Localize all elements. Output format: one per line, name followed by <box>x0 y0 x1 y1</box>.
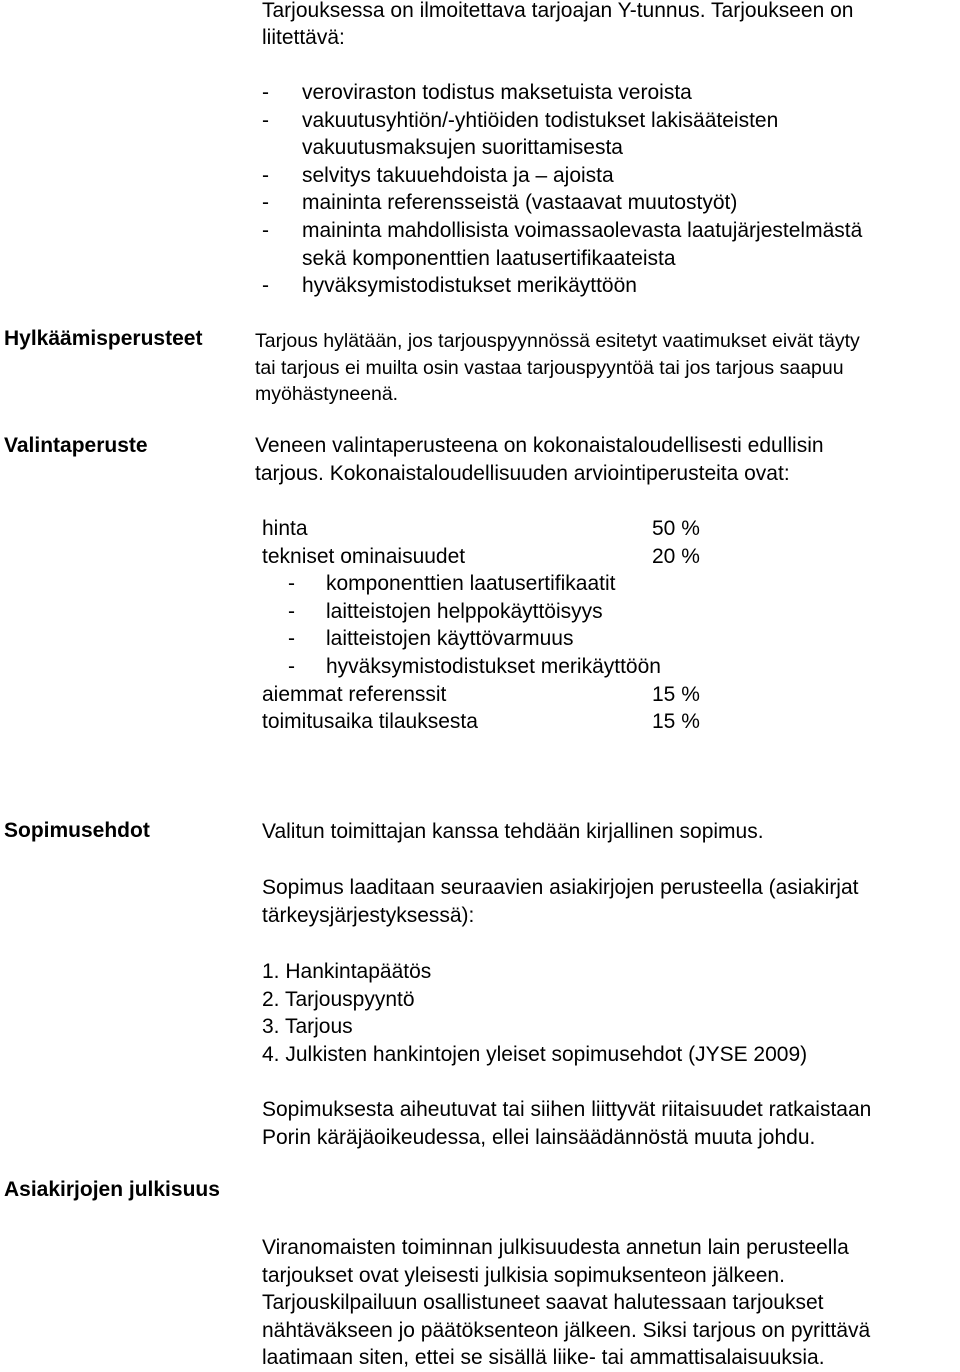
contract-basis <box>262 874 859 929</box>
rejection-line: myöhästyneenä. <box>255 383 399 405</box>
selection-text <box>255 432 824 487</box>
attachment-item: - veroviraston todistus maksetuista veroista <box>262 81 692 104</box>
criteria-label: tekniset ominaisuudet <box>262 544 466 568</box>
criteria-row <box>262 543 722 571</box>
rejection-line: tai tarjous ei muilta osin vastaa tarjouspyyntöä tai jos tarjous saapuu <box>255 356 844 379</box>
criteria-weight: 20 % <box>652 544 700 568</box>
publicity-line: tarjoukset ovat yleisesti julkisia sopimuksenteon jälkeen. <box>262 1263 785 1287</box>
publicity-line: laatimaan siten, ettei se sisällä liike- tai ammattisalaisuuksia. <box>262 1346 825 1370</box>
sub-criteria-label: hyväksymistodistukset merikäyttöön <box>326 654 661 678</box>
contract-document-item: 3. Tarjous <box>262 1015 353 1039</box>
attachment-item-continued: vakuutusmaksujen suorittamisesta <box>302 136 623 160</box>
rejection-line: Tarjous hylätään, jos tarjouspyynnössä esitetyt vaatimukset eivät täyty <box>255 330 860 352</box>
criteria-weight: 15 % <box>652 710 700 734</box>
sub-criteria-row: - laitteistojen käyttövarmuus <box>288 627 574 651</box>
publicity-line: nähtäväkseen jo päätöksenteon jälkeen. Siksi tarjous on pyrittävä <box>262 1318 871 1342</box>
criteria-weight: 50 % <box>652 517 700 540</box>
contract-basis-line: Sopimus laaditaan seuraavien asiakirjojen perusteella (asiakirjat <box>262 876 859 899</box>
sub-criteria-row: - komponenttien laatusertifikaatit <box>288 572 616 596</box>
attachment-item-continued: sekä komponenttien laatusertifikaateista <box>302 246 676 270</box>
contract-document-item: 1. Hankintapäätös <box>262 960 432 983</box>
sub-criteria-row: - laitteistojen helppokäyttöisyys <box>288 599 603 623</box>
contract-document-item: 4. Julkisten hankintojen yleiset sopimusehdot (JYSE 2009) <box>262 1042 808 1066</box>
attachment-item: - vakuutusyhtiön/-yhtiöiden todistukset lakisääteisten <box>262 108 779 132</box>
contract-dispute <box>262 1096 871 1151</box>
selection-line: tarjous. Kokonaistaloudellisuuden arviointiperusteita ovat: <box>255 461 790 485</box>
publicity-line: Viranomaisten toiminnan julkisuudesta annetun lain perusteella <box>262 1236 849 1259</box>
criteria-row <box>262 708 722 736</box>
contract-basis-line: tärkeysjärjestyksessä): <box>262 903 475 927</box>
criteria-row <box>262 681 722 709</box>
rejection-text <box>255 328 860 408</box>
rejection-heading: Hylkäämisperusteet <box>4 327 203 350</box>
criteria-table <box>262 515 722 736</box>
publicity-line: Tarjouskilpailuun osallistuneet saavat halutessaan tarjoukset <box>262 1291 824 1315</box>
selection-heading: Valintaperuste <box>4 434 148 457</box>
sub-criteria-label: laitteistojen käyttövarmuus <box>326 627 574 651</box>
criteria-label: toimitusaika tilauksesta <box>262 710 478 734</box>
intro-line-1: Tarjouksessa on ilmoitettava tarjoajan Y-tunnus. Tarjoukseen on <box>262 0 854 22</box>
publicity-heading: Asiakirjojen julkisuus <box>4 1178 220 1201</box>
contract-line-1: Valitun toimittajan kanssa tehdään kirjallinen sopimus. <box>262 820 764 843</box>
attachment-item: - maininta referensseistä (vastaavat muutostyöt) <box>262 191 738 215</box>
criteria-label: hinta <box>262 517 308 540</box>
contract-document-item: 2. Tarjouspyyntö <box>262 987 415 1011</box>
attachment-item: - maininta mahdollisista voimassaolevasta laatujärjestelmästä <box>262 218 863 242</box>
contract-document-list <box>262 958 807 1068</box>
attachment-item: - selvitys takuuehdoista ja – ajoista <box>262 163 614 187</box>
contract-dispute-line: Porin käräjäoikeudessa, ellei lainsäädännöstä muuta johdu. <box>262 1125 816 1149</box>
criteria-row <box>262 515 722 543</box>
criteria-weight: 15 % <box>652 682 700 706</box>
attachment-item: - hyväksymistodistukset merikäyttöön <box>262 274 637 298</box>
attachment-list <box>262 79 862 300</box>
contract-heading: Sopimusehdot <box>4 819 150 842</box>
intro-line-2: liitettävä: <box>262 26 345 49</box>
sub-criteria-label: komponenttien laatusertifikaatit <box>326 572 616 596</box>
publicity-text <box>262 1234 870 1372</box>
sub-criteria-label: laitteistojen helppokäyttöisyys <box>326 599 603 623</box>
selection-line: Veneen valintaperusteena on kokonaistaloudellisesti edullisin <box>255 434 824 457</box>
sub-criteria-row: - hyväksymistodistukset merikäyttöön <box>288 654 661 678</box>
criteria-label: aiemmat referenssit <box>262 682 447 706</box>
contract-dispute-line: Sopimuksesta aiheutuvat tai siihen liittyvät riitaisuudet ratkaistaan <box>262 1098 872 1121</box>
